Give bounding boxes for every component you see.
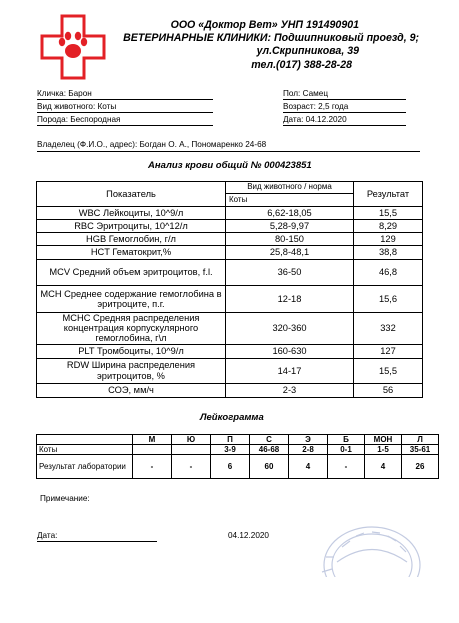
leukogram-col-header: Б xyxy=(328,435,365,445)
leukogram-result-cell: 4 xyxy=(289,455,328,479)
red-cross-paw-logo-icon xyxy=(40,14,106,80)
row-norm: 14-17 xyxy=(226,358,354,383)
row-result: 15,5 xyxy=(354,358,423,383)
date-value: 04.12.2020 xyxy=(228,531,269,540)
row-norm: 160-630 xyxy=(226,344,354,358)
leukogram-norm-cell: 3-9 xyxy=(211,445,250,455)
row-indicator: MCHC Средняя распределения концентрация корпускулярного гемоглобина, г\л xyxy=(37,313,226,345)
leukogram-result-cell: - xyxy=(328,455,365,479)
row-indicator: PLT Тромбоциты, 10^9/л xyxy=(37,344,226,358)
row-result: 332 xyxy=(354,313,423,345)
row-norm: 12-18 xyxy=(226,286,354,313)
leukogram-title: Лейкограмма xyxy=(200,412,264,423)
divider xyxy=(37,125,213,126)
leukogram-norm-cell: 1-5 xyxy=(365,445,402,455)
leukogram-result-row xyxy=(37,455,439,479)
row-norm: 25,8-48,1 xyxy=(226,246,354,260)
row-norm: 36-50 xyxy=(226,260,354,286)
visit-date: Дата: 04.12.2020 xyxy=(283,115,347,124)
table-row xyxy=(37,286,423,313)
clinic-name: ООО «Доктор Вет» УНП 191490901 xyxy=(170,19,359,31)
patient-species: Вид животного: Коты xyxy=(37,102,117,111)
divider xyxy=(37,99,213,100)
clinic-address-line-1: ВЕТЕРИНАРНЫЕ КЛИНИКИ: Подшипниковый проезд, 9; xyxy=(123,32,419,44)
date-underline xyxy=(37,541,157,542)
leukogram-result-cell: 6 xyxy=(211,455,250,479)
leukogram-result-cell: - xyxy=(133,455,172,479)
header-norm: Вид животного / норма xyxy=(226,182,354,194)
leukogram-result-cell: 4 xyxy=(365,455,402,479)
analysis-title: Анализ крови общий № 000423851 xyxy=(148,160,312,171)
leukogram-header-row xyxy=(37,435,439,445)
table-row xyxy=(37,246,423,260)
clinic-address-line-2: ул.Скрипникова, 39 xyxy=(256,45,359,57)
header-indicator: Показатель xyxy=(37,182,226,207)
clinic-phone: тел.(017) 388-28-28 xyxy=(251,59,352,71)
date-label: Дата: xyxy=(37,531,58,540)
leukogram-col-header: Ю xyxy=(172,435,211,445)
patient-name: Кличка: Барон xyxy=(37,89,92,98)
divider xyxy=(283,125,406,126)
table-row xyxy=(37,220,423,233)
header-result: Результат xyxy=(354,182,423,207)
patient-breed: Порода: Беспородная xyxy=(37,115,121,124)
row-indicator: WBC Лейкоциты, 10^9/л xyxy=(37,207,226,220)
row-result: 46,8 xyxy=(354,260,423,286)
patient-age: Возраст: 2,5 года xyxy=(283,102,349,111)
leukogram-col-header: М xyxy=(133,435,172,445)
table-row xyxy=(37,207,423,220)
row-result: 56 xyxy=(354,383,423,397)
owner-info: Владелец (Ф.И.О., адрес): Богдан О. А., Пономаренко 24-68 xyxy=(37,140,267,149)
table-row xyxy=(37,358,423,383)
table-row xyxy=(37,383,423,397)
divider xyxy=(283,99,406,100)
row-norm: 6,62-18,05 xyxy=(226,207,354,220)
row-norm: 320-360 xyxy=(226,313,354,345)
leukogram-col-header: Э xyxy=(289,435,328,445)
row-norm: 2-3 xyxy=(226,383,354,397)
clinic-stamp-icon xyxy=(312,517,422,577)
leukogram-col-header: Л xyxy=(402,435,439,445)
leukogram-table xyxy=(36,434,439,479)
divider xyxy=(37,112,213,113)
row-indicator: HCT Гематокрит,% xyxy=(37,246,226,260)
leukogram-norm-cell: 0-1 xyxy=(328,445,365,455)
leukogram-col-header: С xyxy=(250,435,289,445)
row-result: 127 xyxy=(354,344,423,358)
leukogram-norm-cell: 2-8 xyxy=(289,445,328,455)
table-row xyxy=(37,344,423,358)
header-norm-species: Коты xyxy=(226,194,354,207)
row-result: 38,8 xyxy=(354,246,423,260)
leukogram-col-header: П xyxy=(211,435,250,445)
row-result: 8,29 xyxy=(354,220,423,233)
row-result: 129 xyxy=(354,233,423,246)
table-row xyxy=(37,313,423,345)
leukogram-result-cell: 60 xyxy=(250,455,289,479)
divider xyxy=(37,151,420,152)
leukogram-col-header: МОН xyxy=(365,435,402,445)
row-indicator: RDW Ширина распределения эритроцитов, % xyxy=(37,358,226,383)
blood-analysis-table xyxy=(36,181,423,398)
leukogram-result-cell: 26 xyxy=(402,455,439,479)
row-norm: 5,28-9,97 xyxy=(226,220,354,233)
leukogram-norm-row xyxy=(37,445,439,455)
leukogram-result-label: Результат лаборатории xyxy=(37,455,133,479)
divider xyxy=(283,112,406,113)
leukogram-norm-cell xyxy=(133,445,172,455)
table-row xyxy=(37,260,423,286)
row-indicator: MCV Средний объем эритроцитов, f.l. xyxy=(37,260,226,286)
row-indicator: СОЭ, мм/ч xyxy=(37,383,226,397)
leukogram-norm-cell: 35-61 xyxy=(402,445,439,455)
row-indicator: HGB Гемоглобин, г/л xyxy=(37,233,226,246)
patient-sex: Пол: Самец xyxy=(283,89,329,98)
row-indicator: RBC Эритроциты, 10^12/л xyxy=(37,220,226,233)
row-result: 15,5 xyxy=(354,207,423,220)
note-label: Примечание: xyxy=(40,494,90,503)
leukogram-corner xyxy=(37,435,133,445)
leukogram-result-cell: - xyxy=(172,455,211,479)
row-indicator: MCH Среднее содержание гемоглобина в эритроците, п.г. xyxy=(37,286,226,313)
table-row xyxy=(37,233,423,246)
row-result: 15,6 xyxy=(354,286,423,313)
row-norm: 80-150 xyxy=(226,233,354,246)
leukogram-norm-label: Коты xyxy=(37,445,133,455)
leukogram-norm-cell xyxy=(172,445,211,455)
leukogram-norm-cell: 46-68 xyxy=(250,445,289,455)
